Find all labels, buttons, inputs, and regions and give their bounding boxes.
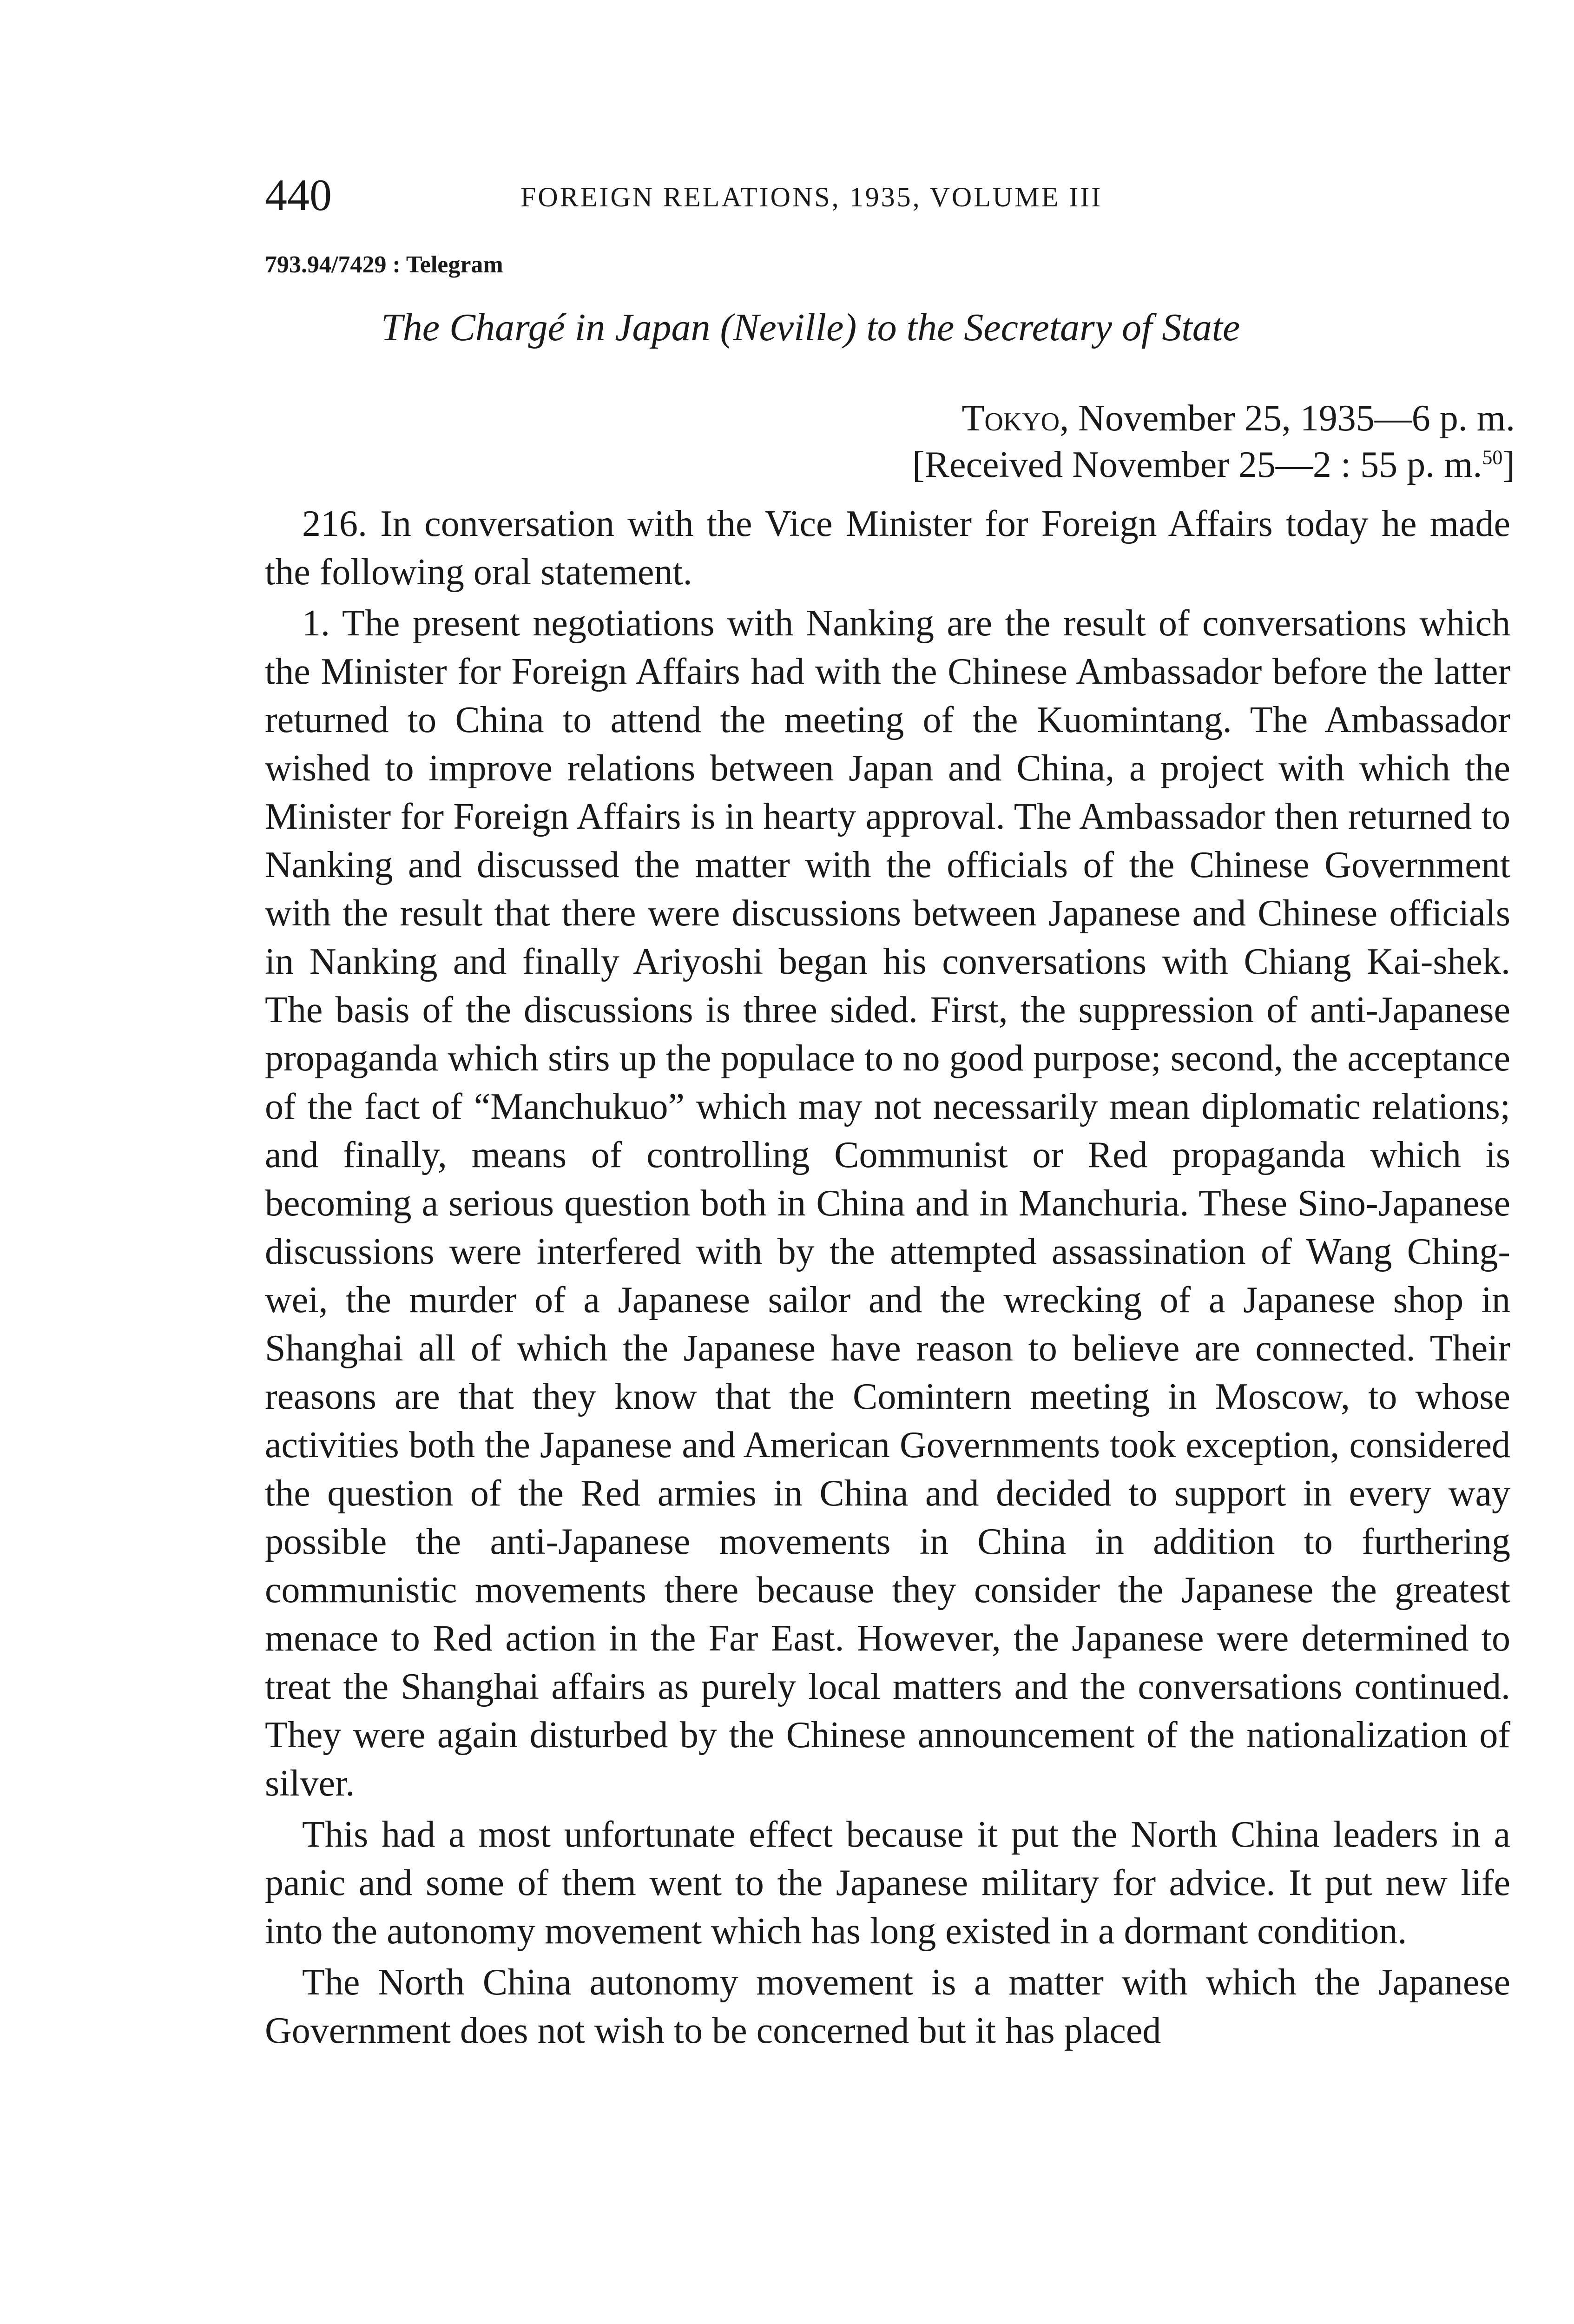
received-date: [Received November 25—2 : 55 p. m. [912,444,1482,485]
paragraph: 1. The present negotiations with Nanking are the result of conversations which the Minister for Foreign Affairs had with the Chinese Ambassador before the latter returned to China to attend the meeting of the Kuomintang. The Ambassador wished to improve relations between Japan and China, a project with which the Minister for Foreign Affairs is in hearty approval. The Ambassador then returned to Nanking and discussed the matter with the officials of the Chinese Government with the result that there were discussions between Japanese and Chinese officials in Nanking and finally Ariyoshi began his conversations with Chiang Kai-shek. The basis of the discussions is three sided. First, the suppression of anti-Japanese propaganda which stirs up the populace to no good purpose; second, the acceptance of the fact of “Manchukuo” which may not necessarily mean diplomatic relations; and finally, means of controlling Communist or Red propaganda which is becoming a serious question both in China and in Manchuria. These Sino-Japanese discussions were interfered with by the attempted assassination of Wang Ching-wei, the murder of a Japanese sailor and the wrecking of a Japanese shop in Shanghai all of which the Japanese have reason to believe are connected. Their reasons are that they know that the Comintern meeting in Moscow, to whose activities both the Japanese and American Governments took exception, considered the question of the Red armies in China and decided to support in every way possible the anti-Japanese movements in China in addition to furthering communistic movements there because they consider the Japanese the greatest menace to Red action in the Far East. However, the Japanese were determined to treat the Shanghai affairs as purely local matters and the conversations continued. They were again disturbed by the Chinese announcement of the nationalization of silver. [265,603,1510,1804]
sent-line [836,395,1515,442]
sent-date: , November 25, 1935—6 p. m. [1060,398,1515,439]
paragraph: This had a most unfortunate effect because it put the North China leaders in a panic and some of them went to the Japanese military for advice. It put new life into the autonomy movement which has long existed in a dormant condition. [265,1814,1510,1952]
place-name: Tokyo [962,398,1060,439]
received-bracket: ] [1502,444,1515,485]
dateline [836,395,1515,488]
paragraph: 216. In conversation with the Vice Minister for Foreign Affairs today he made the following oral statement. [265,503,1510,593]
document-title: The Chargé in Japan (Neville) to the Secretary of State [381,306,1240,349]
file-reference: 793.94/7429 : Telegram [265,251,503,278]
page-header [265,167,1510,223]
footnote-reference: 50 [1482,446,1503,469]
running-head: FOREIGN RELATIONS, 1935, VOLUME III [520,182,1103,212]
received-line [836,442,1515,488]
page-number: 440 [265,170,332,220]
paragraph: The North China autonomy movement is a matter with which the Japanese Government does not wish to be concerned but it has placed [265,1962,1510,2051]
body-text [265,500,1510,2055]
